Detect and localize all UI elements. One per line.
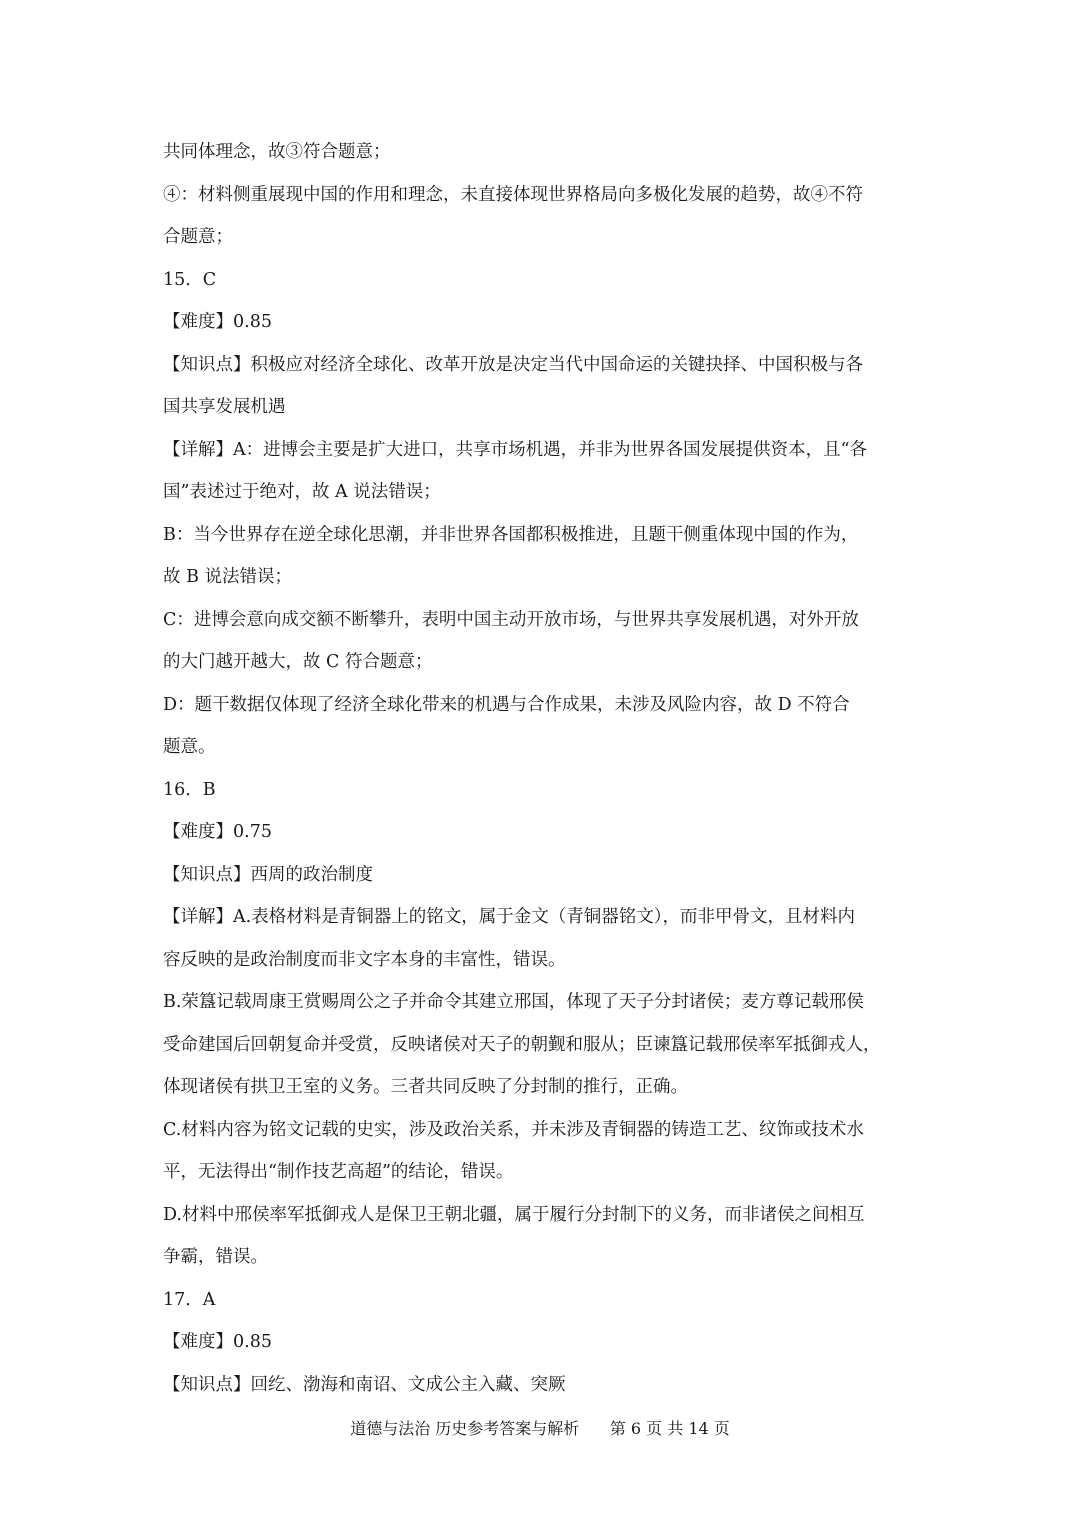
text-line: 争霸，错误。: [163, 1247, 268, 1267]
text-line: B.荣簋记载周康王赏赐周公之子并命令其建立邢国，体现了天子分封诸侯；麦方尊记载邢侯: [163, 992, 864, 1012]
text-line: 题意。: [163, 737, 216, 757]
question-number: 17．A: [163, 1289, 216, 1310]
page-number: 第 6 页 共 14 页: [609, 1419, 730, 1438]
knowledge-point: 【知识点】西周的政治制度: [163, 864, 373, 885]
text-line: D.材料中邢侯率军抵御戎人是保卫王朝北疆，属于履行分封制下的义务，而非诸侯之间相互: [163, 1204, 865, 1225]
text-line: 平，无法得出“制作技艺高超”的结论，错误。: [163, 1162, 514, 1182]
question-number: 16．B: [163, 779, 216, 800]
question-number: 15．C: [163, 269, 217, 290]
text-line: 合题意；: [163, 227, 233, 247]
page-footer: [0, 1418, 1080, 1440]
text-line: 的大门越开越大，故 C 符合题意；: [163, 652, 433, 672]
text-line: 体现诸侯有拱卫王室的义务。三者共同反映了分封制的推行，正确。: [163, 1077, 688, 1097]
text-line: 故 B 说法错误；: [163, 567, 292, 587]
difficulty: 【难度】0.85: [163, 312, 272, 332]
answer-body: [163, 131, 917, 1406]
text-line: 容反映的是政治制度而非文字本身的丰富性，错误。: [163, 949, 566, 970]
text-line: B：当今世界存在逆全球化思潮，并非世界各国都积极推进，且题干侧重体现中国的作为，: [163, 524, 859, 545]
text-line: C：进博会意向成交额不断攀升，表明中国主动开放市场，与世界共享发展机遇，对外开放: [163, 609, 859, 630]
text-line: D：题干数据仅体现了经济全球化带来的机遇与合作成果，未涉及风险内容，故 D 不符合: [163, 694, 850, 715]
difficulty: 【难度】0.75: [163, 822, 272, 842]
text-line: ④：材料侧重展现中国的作用和理念，未直接体现世界格局向多极化发展的趋势，故④不符: [163, 184, 863, 205]
text-line: C.材料内容为铭文记载的史实，涉及政治关系，并未涉及青铜器的铸造工艺、纹饰或技术水: [163, 1119, 864, 1140]
text-line: 国共享发展机遇: [163, 397, 286, 417]
footer-title: 道德与法治 历史参考答案与解析: [350, 1419, 580, 1438]
explanation: 【详解】A.表格材料是青铜器上的铭文，属于金文（青铜器铭文），而非甲骨文，且材料内: [163, 907, 855, 927]
explanation: 【详解】A：进博会主要是扩大进口，共享市场机遇，并非为世界各国发展提供资本，且“各: [163, 439, 868, 460]
knowledge-point: 【知识点】积极应对经济全球化、改革开放是决定当代中国命运的关键抉择、中国积极与各: [163, 354, 863, 375]
knowledge-point: 【知识点】回纥、渤海和南诏、文成公主入藏、突厥: [163, 1374, 566, 1395]
text-line: 受命建国后回朝复命并受赏，反映诸侯对天子的朝觐和服从；臣谏簋记载邢侯率军抵御戎人，: [163, 1034, 881, 1055]
text-line: 国”表述过于绝对，故 A 说法错误；: [163, 482, 441, 502]
text-line: 共同体理念，故③符合题意；: [163, 142, 391, 162]
difficulty: 【难度】0.85: [163, 1332, 272, 1352]
